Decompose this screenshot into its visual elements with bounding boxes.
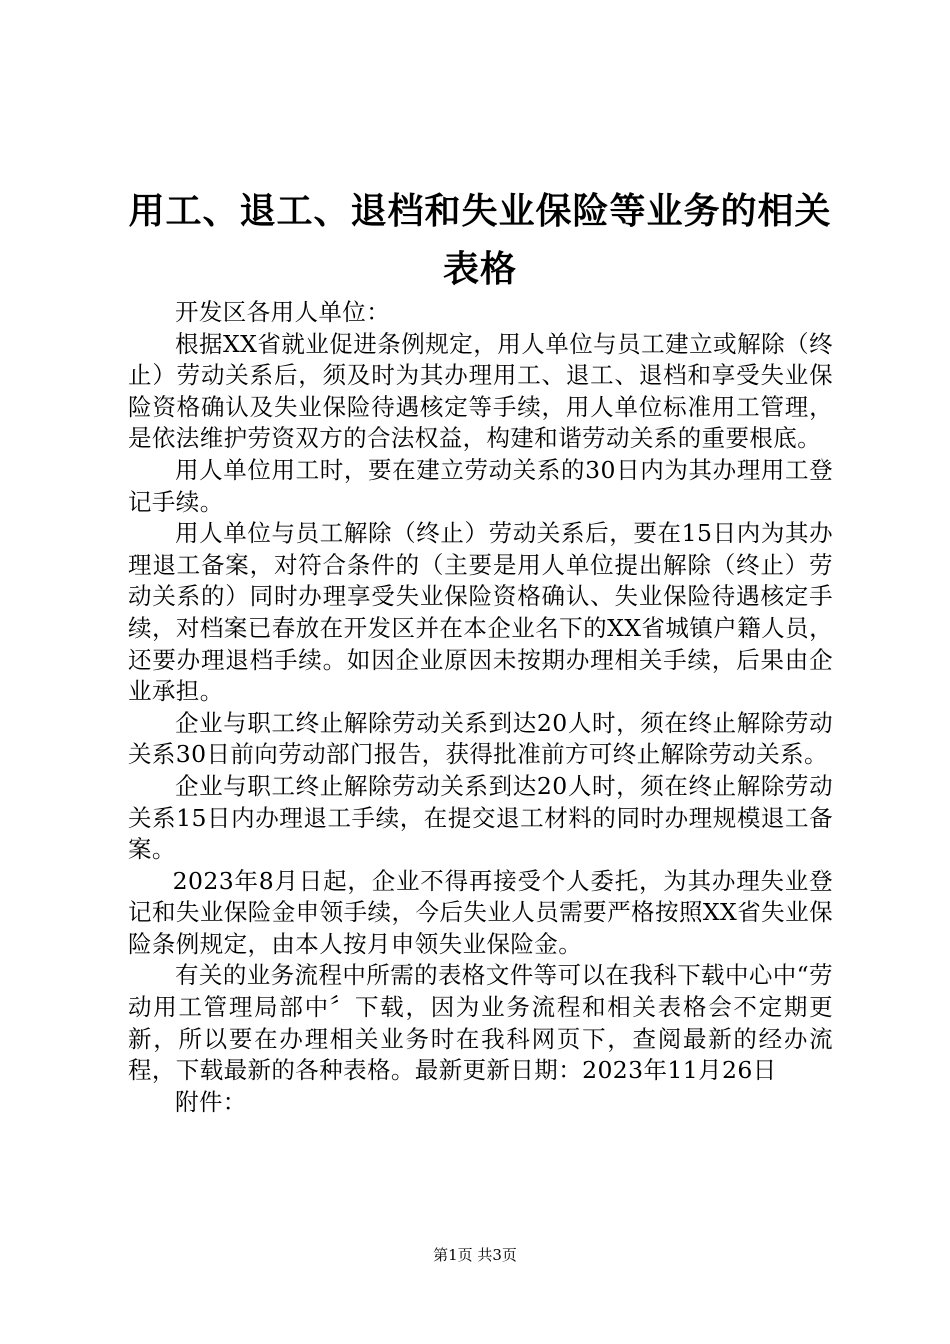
termination-filing-paragraph: 用人单位与员工解除（终止）劳动关系后，要在15日内为其办理退工备案，对符合条件的（主要是用人单位提出解除（终止）劳动关系的）同时办理享受失业保险资格确认、失业保险待遇核定手续，对档案已春放在开发区并在本企业名下的XX省城镇户籍人员，还要办理退档手续。如因企业原因未按期办理相关手续，后果由企业承担。 bbox=[128, 519, 833, 706]
regulation-paragraph: 根据XX省就业促进条例规定，用人单位与员工建立或解除（终止）劳动关系后，须及时为其办理用工、退工、退档和享受失业保险资格确认及失业保险待遇核定等手续，用人单位标准用工管理，是依法维护劳资双方的合法权益，构建和谐劳动关系的重要根底。 bbox=[128, 329, 833, 453]
document-title: 用工、退工、退档和失业保险等业务的相关表格 bbox=[128, 191, 832, 290]
attachment-label: 附件： bbox=[175, 1087, 247, 1116]
salutation-paragraph: 开发区各用人单位： bbox=[175, 298, 391, 326]
mass-termination-report-paragraph: 企业与职工终止解除劳动关系到达20人时，须在终止解除劳动关系30日前向劳动部门报告，获得批准前方可终止解除劳动关系。 bbox=[128, 708, 833, 769]
page-number-footer: 第1页 共3页 bbox=[433, 1246, 517, 1264]
download-notice-paragraph: 有关的业务流程中所需的表格文件等可以在我科下载中心中“劳动用工管理局部中〞下载，因为业务流程和相关表格会不定期更新，所以要在办理相关业务时在我科网页下，查阅最新的经办流程，下载最新的各种表格。最新更新日期：2023年11月26日 bbox=[128, 961, 833, 1085]
mass-termination-filing-paragraph: 企业与职工终止解除劳动关系到达20人时，须在终止解除劳动关系15日内办理退工手续，在提交退工材料的同时办理规模退工备案。 bbox=[128, 771, 833, 864]
document-body bbox=[128, 297, 833, 1118]
employment-registration-paragraph: 用人单位用工时，要在建立劳动关系的30日内为其办理用工登记手续。 bbox=[128, 455, 833, 516]
unemployment-insurance-paragraph: 2023年8月日起，企业不得再接受个人委托，为其办理失业登记和失业保险金申领手续，今后失业人员需要严格按照XX省失业保险条例规定，由本人按月申领失业保险金。 bbox=[128, 866, 833, 958]
